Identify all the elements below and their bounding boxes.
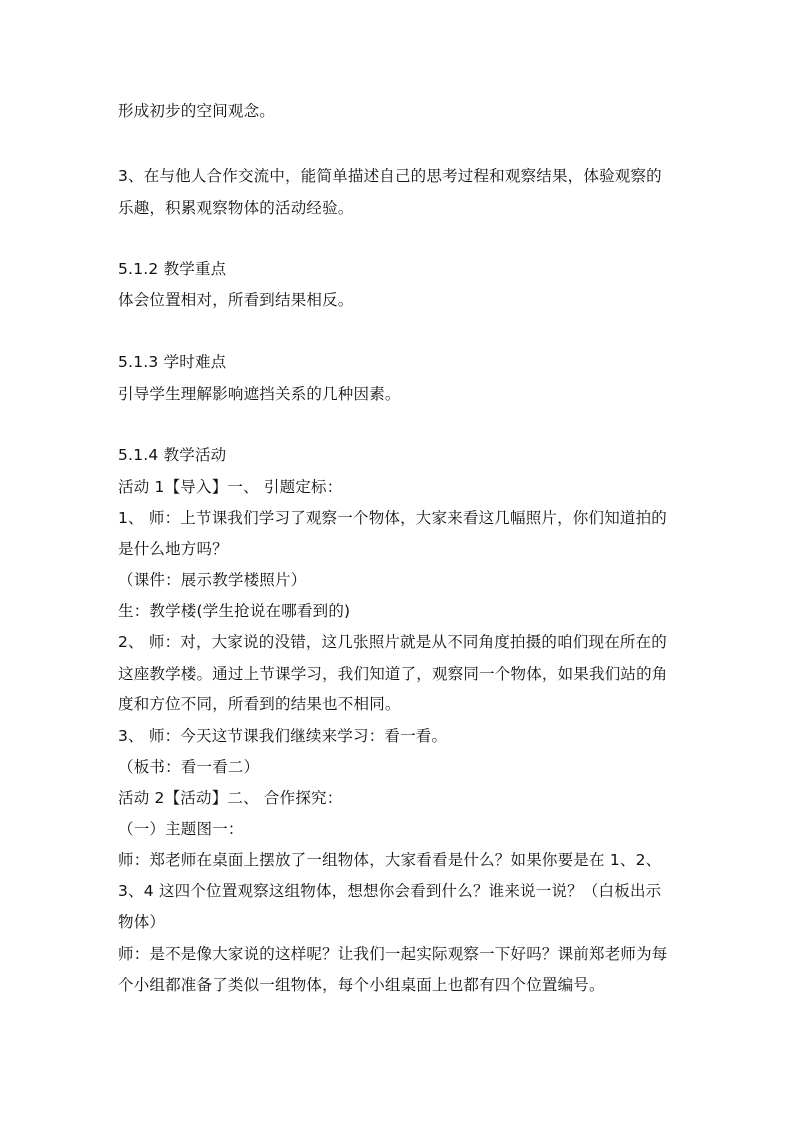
activity-heading: 活动 1【导入】一、 引题定标： — [118, 478, 343, 496]
text-line: 3、4 这四个位置观察这组物体，想想你会看到什么？谁来说一说？（白板出示 — [118, 882, 662, 900]
text-line: 体会位置相对，所看到结果相反。 — [118, 291, 354, 309]
text-line: 度和方位不同，所看到的结果也不相同。 — [118, 695, 401, 713]
text-line: 师：郑老师在桌面上摆放了一组物体，大家看看是什么？如果你要是在 1、2、 — [118, 851, 662, 869]
text-line: 师：是不是像大家说的这样呢？让我们一起实际观察一下好吗？课前郑老师为每 — [118, 945, 668, 963]
text-line: 1、 师：上节课我们学习了观察一个物体，大家来看这几幅照片，你们知道拍的 — [118, 509, 667, 527]
text-line: 3、在与他人合作交流中，能简单描述自己的思考过程和观察结果，体验观察的 — [118, 167, 662, 185]
section-heading: 5.1.2 教学重点 — [118, 260, 227, 278]
text-line: 个小组都准备了类似一组物体，每个小组桌面上也都有四个位置编号。 — [118, 976, 605, 994]
section-heading: 5.1.3 学时难点 — [118, 353, 227, 371]
text-line: 生：教学楼(学生抢说在哪看到的) — [118, 602, 351, 620]
text-line: 引导学生理解影响遮挡关系的几种因素。 — [118, 385, 401, 403]
activity-heading: 活动 2【活动】二、 合作探究： — [118, 789, 343, 807]
text-line: 2、 师：对，大家说的没错，这几张照片就是从不同角度拍摄的咱们现在所在的 — [118, 633, 667, 651]
text-line: 3、 师：今天这节课我们继续来学习：看一看。 — [118, 727, 448, 745]
text-line: 形成初步的空间观念。 — [118, 102, 276, 120]
text-line: 物体） — [118, 913, 166, 931]
text-line: 乐趣，积累观察物体的活动经验。 — [118, 199, 354, 217]
text-line: （板书：看一看二） — [118, 758, 260, 776]
text-line: 这座教学楼。通过上节课学习，我们知道了，观察同一个物体，如果我们站的角 — [118, 665, 668, 683]
text-line: （课件：展示教学楼照片） — [118, 571, 307, 589]
text-line: （一）主题图一： — [118, 820, 244, 838]
section-heading: 5.1.4 教学活动 — [118, 446, 227, 464]
text-line: 是什么地方吗？ — [118, 540, 228, 558]
